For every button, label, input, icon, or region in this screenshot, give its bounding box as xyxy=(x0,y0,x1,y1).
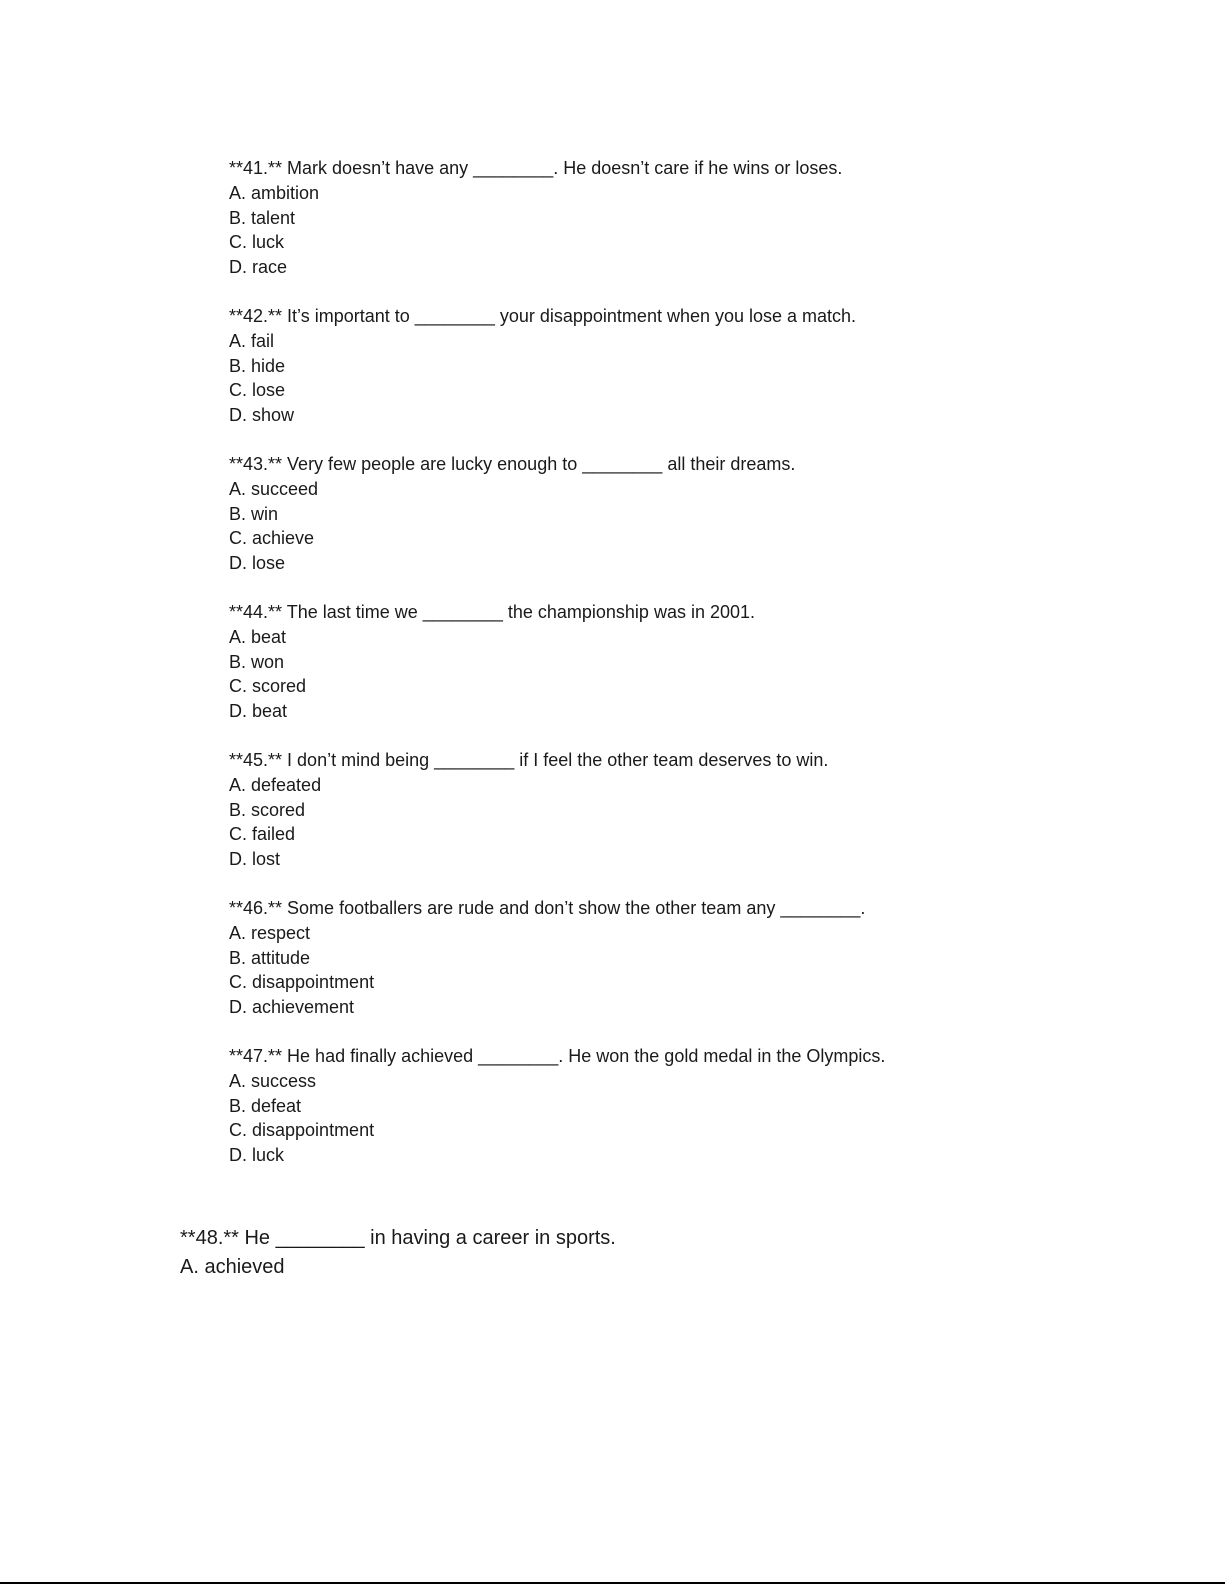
question-48 xyxy=(180,1224,1180,1282)
question-47-option-b: B. defeat xyxy=(229,1095,302,1116)
question-47-text: **47.** He had finally achieved ________. He won the gold medal in the Olympics. xyxy=(229,1046,886,1066)
question-44 xyxy=(229,600,1189,723)
question-43-option-a: A. succeed xyxy=(229,479,319,499)
question-44-option-c: C. scored xyxy=(229,676,307,696)
question-45-option-b: B. scored xyxy=(229,799,306,820)
question-44-option-a: A. beat xyxy=(229,627,287,647)
question-47-option-d: D. luck xyxy=(229,1144,285,1165)
question-41-option-b: B. talent xyxy=(229,207,296,228)
question-42-option-b: B. hide xyxy=(229,355,286,376)
question-47 xyxy=(229,1044,1189,1167)
question-41-text: **41.** Mark doesn’t have any ________. He doesn’t care if he wins or loses. xyxy=(229,158,843,178)
question-45-text: **45.** I don’t mind being ________ if I feel the other team deserves to win. xyxy=(229,750,829,770)
question-41-option-c: C. luck xyxy=(229,232,285,252)
question-43-option-b: B. win xyxy=(229,503,279,524)
question-41-option-a: A. ambition xyxy=(229,183,320,203)
question-47-option-a: A. success xyxy=(229,1071,317,1091)
question-46-option-c: C. disappointment xyxy=(229,972,375,992)
question-45 xyxy=(229,748,1189,871)
question-47-option-c: C. disappointment xyxy=(229,1120,375,1140)
question-46-text: **46.** Some footballers are rude and don’t show the other team any ________. xyxy=(229,898,866,918)
question-46-option-a: A. respect xyxy=(229,923,311,943)
question-48-text: **48.** He ________ in having a career in sports. xyxy=(180,1227,616,1249)
question-45-option-a: A. defeated xyxy=(229,775,322,795)
question-46-option-b: B. attitude xyxy=(229,947,311,968)
question-48-option-a: A. achieved xyxy=(180,1256,285,1278)
question-46 xyxy=(229,896,1189,1019)
question-41 xyxy=(229,156,1189,279)
question-45-option-d: D. lost xyxy=(229,848,281,869)
question-42-option-a: A. fail xyxy=(229,331,275,351)
question-44-option-d: D. beat xyxy=(229,700,288,721)
question-45-option-c: C. failed xyxy=(229,824,296,844)
question-42-text: **42.** It’s important to ________ your disappointment when you lose a match. xyxy=(229,306,857,326)
question-41-option-d: D. race xyxy=(229,256,288,277)
question-43-text: **43.** Very few people are lucky enough to ________ all their dreams. xyxy=(229,454,796,474)
question-46-option-d: D. achievement xyxy=(229,996,355,1017)
question-43-option-d: D. lose xyxy=(229,552,286,573)
question-44-option-b: B. won xyxy=(229,651,285,672)
question-42 xyxy=(229,304,1189,427)
question-42-option-c: C. lose xyxy=(229,380,286,400)
question-44-text: **44.** The last time we ________ the championship was in 2001. xyxy=(229,602,756,622)
question-42-option-d: D. show xyxy=(229,404,295,425)
question-43-option-c: C. achieve xyxy=(229,528,315,548)
page-bottom-border xyxy=(0,1582,1225,1584)
question-43 xyxy=(229,452,1189,575)
